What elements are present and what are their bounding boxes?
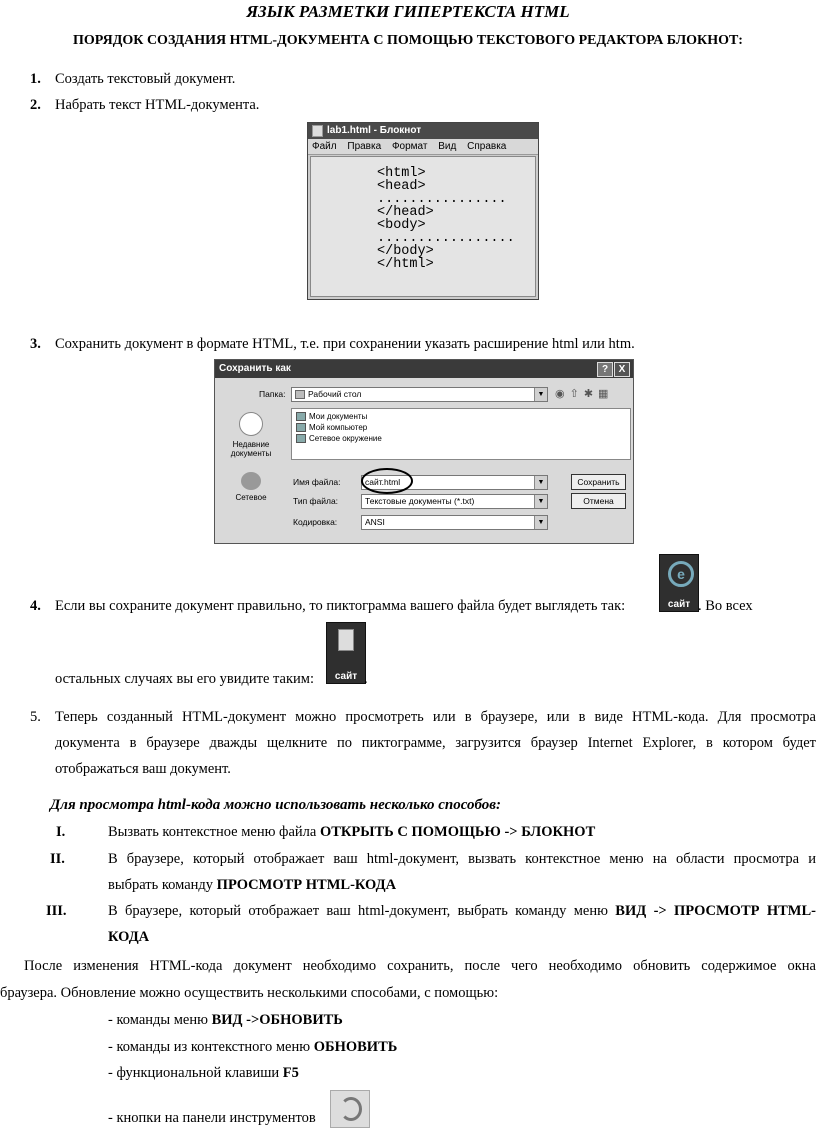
html-file-icon-label: сайт bbox=[667, 599, 691, 610]
refresh-option-1 bbox=[108, 1012, 343, 1029]
back-icon[interactable]: ◉ bbox=[555, 388, 570, 400]
html-file-icon bbox=[659, 554, 699, 612]
notepad-menu-help[interactable]: Справка bbox=[467, 141, 507, 152]
notepad-titlebar bbox=[308, 123, 538, 139]
list-item[interactable] bbox=[296, 412, 367, 421]
notepad-menubar bbox=[308, 139, 538, 155]
method-3-command: ВИД -> ПРОСМОТР HTML- bbox=[615, 903, 816, 919]
chevron-down-icon[interactable]: ▼ bbox=[534, 495, 547, 508]
sidebar-item-label: Недавние документы bbox=[230, 440, 272, 458]
method-2-number: II. bbox=[50, 851, 65, 867]
refresh-option-command: F5 bbox=[282, 1065, 299, 1081]
folder-value: Рабочий стол bbox=[308, 389, 362, 399]
refresh-option-text: - команды меню bbox=[108, 1012, 212, 1028]
cancel-button[interactable]: Отмена bbox=[571, 493, 626, 509]
method-2-line-2 bbox=[108, 877, 396, 894]
chevron-down-icon[interactable]: ▼ bbox=[534, 476, 547, 489]
list-item-label: Мой компьютер bbox=[309, 423, 368, 432]
notepad-text-area[interactable] bbox=[310, 156, 536, 297]
step-2 bbox=[30, 97, 260, 114]
step-1 bbox=[30, 71, 236, 88]
step-5-number: 5. bbox=[30, 709, 41, 725]
new-folder-icon[interactable]: ✱ bbox=[583, 388, 599, 400]
refresh-option-text: - команды из контекстного меню bbox=[108, 1039, 314, 1055]
step-1-number: 1. bbox=[30, 71, 41, 87]
notepad-menu-file[interactable]: Файл bbox=[312, 141, 337, 152]
step-4-text-end: . Во всех bbox=[698, 598, 753, 614]
encoding-label: Кодировка: bbox=[293, 517, 338, 527]
refresh-option-3 bbox=[108, 1065, 299, 1082]
step-3 bbox=[30, 336, 635, 353]
step-4 bbox=[30, 598, 626, 615]
step-4-text: Если вы сохраните документ правильно, то пиктограмма вашего файла будет выглядеть так: bbox=[55, 598, 626, 614]
list-item[interactable] bbox=[296, 423, 367, 432]
up-folder-icon[interactable]: ⇧ bbox=[569, 388, 584, 400]
network-icon bbox=[296, 434, 306, 443]
view-menu-icon[interactable]: ▦ bbox=[598, 388, 614, 400]
step-5-line-1: Теперь созданный HTML-документ можно просмотреть или в браузере, или в виде HTML-кода. Для просмотра bbox=[55, 709, 816, 725]
folder-icon bbox=[296, 412, 306, 421]
method-1-command: ОТКРЫТЬ С ПОМОЩЬЮ -> БЛОКНОТ bbox=[319, 824, 596, 840]
filename-label: Имя файла: bbox=[293, 477, 341, 487]
dialog-close-button[interactable]: X bbox=[614, 362, 630, 377]
dialog-toolbar bbox=[555, 387, 613, 400]
refresh-paragraph-line-2: браузера. Обновление можно осуществить несколькими способами, с помощью: bbox=[0, 985, 499, 1001]
notepad-window bbox=[307, 122, 539, 300]
refresh-button-icon bbox=[330, 1090, 370, 1128]
text-file-icon-label: сайт bbox=[334, 671, 358, 682]
filetype-label: Тип файла: bbox=[293, 496, 339, 506]
list-item-label: Сетевое окружение bbox=[309, 434, 382, 443]
refresh-option-2 bbox=[108, 1039, 397, 1056]
code-line: <html> bbox=[377, 166, 426, 181]
notepad-menu-edit[interactable]: Правка bbox=[347, 141, 382, 152]
folder-select[interactable] bbox=[291, 387, 548, 402]
method-1 bbox=[108, 824, 595, 841]
step-5-line-2: документа в браузере дважды щелкните по пиктограмме, загрузится браузер Internet Explorer, в котором будет bbox=[55, 735, 816, 751]
method-3-text: В браузере, который отображает ваш html-документ, выбрать команду меню bbox=[108, 903, 616, 919]
list-item[interactable] bbox=[296, 434, 382, 443]
refresh-option-text: - функциональной клавиши bbox=[108, 1065, 283, 1081]
chevron-down-icon[interactable]: ▼ bbox=[534, 516, 547, 529]
save-as-dialog bbox=[214, 359, 634, 544]
method-3-line-1 bbox=[108, 903, 816, 920]
code-line: <body> bbox=[377, 218, 426, 233]
chevron-down-icon[interactable]: ▼ bbox=[534, 388, 547, 401]
notepad-title: lab1.html - Блокнот bbox=[327, 125, 422, 136]
refresh-arrows-icon bbox=[340, 1097, 362, 1121]
file-list[interactable] bbox=[291, 408, 631, 460]
code-line: ................ bbox=[377, 192, 507, 207]
folder-label: Папка: bbox=[259, 389, 286, 399]
network-icon bbox=[241, 472, 261, 490]
method-3-line-2: КОДА bbox=[108, 929, 150, 945]
page-title: ЯЗЫК РАЗМЕТКИ ГИПЕРТЕКСТА HTML bbox=[246, 2, 570, 21]
step-3-number: 3. bbox=[30, 336, 41, 352]
encoding-value: ANSI bbox=[365, 517, 385, 527]
step-3-text: Сохранить документ в формате HTML, т.е. при сохранении указать расширение html или htm. bbox=[55, 336, 635, 352]
dialog-title: Сохранить как bbox=[219, 363, 291, 374]
methods-heading: Для просмотра html-кода можно использовать несколько способов: bbox=[50, 797, 501, 813]
step-2-text: Набрать текст HTML-документа. bbox=[55, 97, 260, 113]
notepad-icon bbox=[338, 629, 354, 651]
ie-logo-icon: e bbox=[668, 561, 694, 587]
method-1-text: Вызвать контекстное меню файла bbox=[108, 824, 320, 840]
dialog-titlebar bbox=[215, 360, 633, 378]
code-line: ................. bbox=[377, 231, 515, 246]
computer-icon bbox=[296, 423, 306, 432]
step-4-number: 4. bbox=[30, 598, 41, 614]
save-button[interactable]: Сохранить bbox=[571, 474, 626, 490]
recent-documents-icon bbox=[239, 412, 263, 436]
method-1-number: I. bbox=[56, 824, 66, 840]
refresh-option-command: ОБНОВИТЬ bbox=[313, 1039, 398, 1055]
filetype-select[interactable] bbox=[361, 494, 548, 509]
notepad-menu-format[interactable]: Формат bbox=[391, 141, 428, 152]
method-2-command: ПРОСМОТР HTML-КОДА bbox=[216, 877, 397, 893]
code-line: </body> bbox=[377, 244, 434, 259]
code-line: <head> bbox=[377, 179, 426, 194]
method-2-line-1: В браузере, который отображает ваш html-документ, вызвать контекстное меню на области просмотра и bbox=[108, 851, 816, 867]
highlight-ellipse bbox=[361, 468, 413, 494]
refresh-option-command: ВИД ->ОБНОВИТЬ bbox=[211, 1012, 343, 1028]
code-line: </head> bbox=[377, 205, 434, 220]
sidebar-item-recent[interactable] bbox=[221, 412, 281, 458]
notepad-menu-view[interactable]: Вид bbox=[438, 141, 457, 152]
step-1-text: Создать текстовый документ. bbox=[55, 71, 236, 87]
filetype-value: Текстовые документы (*.txt) bbox=[365, 496, 475, 506]
method-3-number: III. bbox=[46, 903, 67, 919]
refresh-paragraph-line-1: После изменения HTML-кода документ необходимо сохранить, после чего необходимо обновить содержимое окна bbox=[24, 958, 816, 974]
sidebar-item-label: Сетевое bbox=[235, 493, 267, 502]
sidebar-item-network[interactable] bbox=[221, 472, 281, 502]
list-item-label: Мои документы bbox=[309, 412, 368, 421]
step-4-text-2: остальных случаях вы его увидите таким: bbox=[55, 671, 315, 687]
method-2-text: выбрать команду bbox=[108, 877, 217, 893]
step-4-text-end-2: . bbox=[364, 671, 368, 687]
refresh-option-4: - кнопки на панели инструментов bbox=[108, 1110, 316, 1126]
step-5-line-3: отображаться ваш документ. bbox=[55, 761, 231, 777]
code-line: </html> bbox=[377, 257, 434, 272]
text-file-icon bbox=[326, 622, 366, 684]
encoding-select[interactable] bbox=[361, 515, 548, 530]
folder-icon bbox=[295, 390, 305, 399]
notepad-app-icon bbox=[312, 125, 323, 137]
dialog-help-button[interactable]: ? bbox=[597, 362, 613, 377]
step-2-number: 2. bbox=[30, 97, 41, 113]
notepad-code bbox=[377, 167, 515, 271]
filename-value: сайт.html bbox=[365, 477, 401, 487]
page-subtitle: ПОРЯДОК СОЗДАНИЯ HTML-ДОКУМЕНТА С ПОМОЩЬЮ ТЕКСТОВОГО РЕДАКТОРА БЛОКНОТ: bbox=[73, 33, 743, 48]
